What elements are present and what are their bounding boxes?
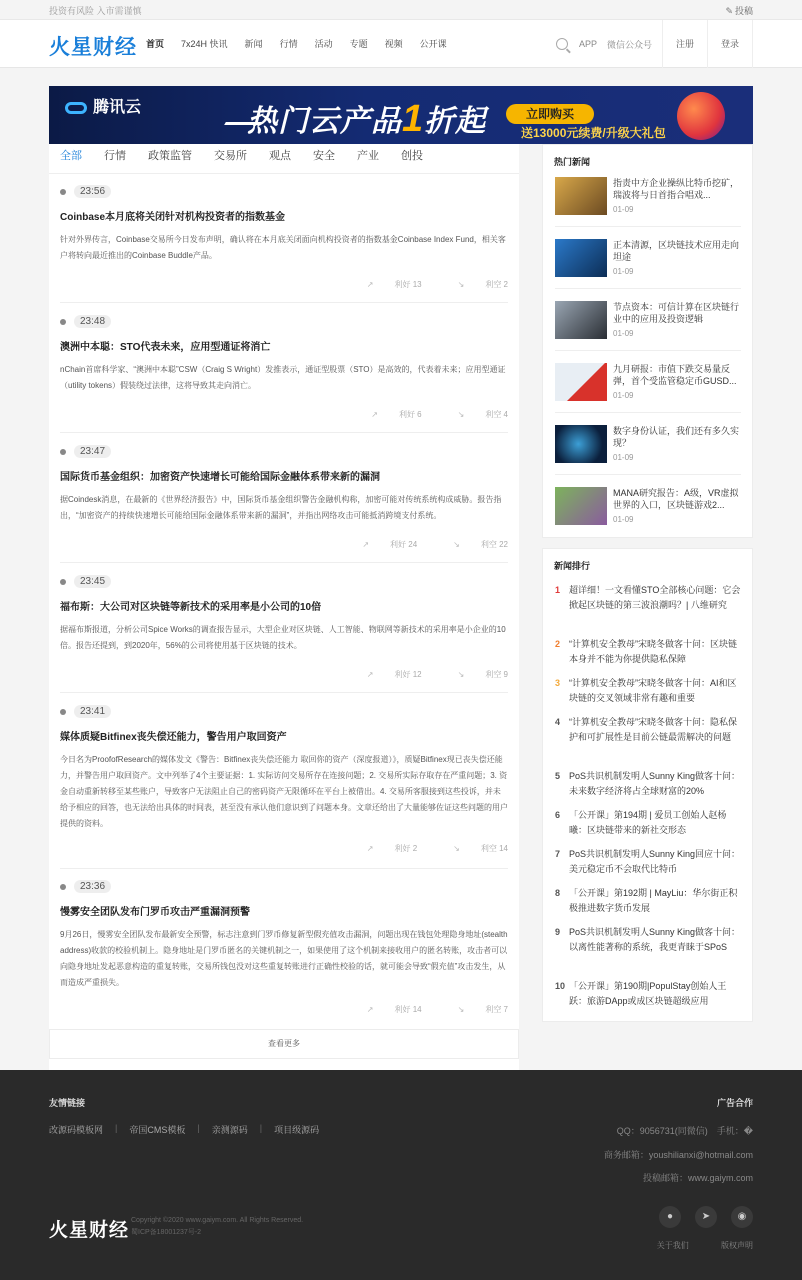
trend-down-icon: ↘ [457, 670, 465, 679]
news-summary: 9月26日，慢雾安全团队发布最新安全预警，标志注意到门罗币修复新型假充值攻击漏洞，问题出现在钱包处理隐身地址(stealth address)收款的校验机制上。隐身地址是门罗币匿名的关键机制之一，如果使用了这个机制来接收用户的匿名转账，攻击者可以向隐身地址发起恶意构造的重复转账，交易所钱包没对这些重复转账进行正确性校验的话，就可能会导致“假充值”攻击发生，从而造成严重损失。 [60, 930, 508, 987]
rank-item[interactable] [555, 925, 741, 955]
hot-news-thumbnail [555, 363, 607, 401]
copyright: Copyright ©2020 www.gaiym.com. All Rights Reserved. 蜀ICP备18001237号-2 [131, 1217, 304, 1236]
category-tabs [49, 144, 519, 174]
rank-title: “计算机安全教母”宋晓冬做客十问：AI和区块链的交叉领域非常有趣和重要 [569, 678, 737, 703]
rank-item[interactable] [555, 583, 741, 613]
rank-title: “计算机安全教母”宋晓冬做客十问：隐私保护和可扩展性是目前公链最需解决的问题 [569, 717, 737, 742]
pen-icon: ✎ [725, 6, 733, 16]
news-title[interactable]: Coinbase本月底将关闭针对机构投资者的指数基金 [60, 212, 286, 223]
trend-up-icon: ↗ [362, 540, 370, 549]
banner-subtext: 送13000元续费/升级大礼包 [521, 126, 666, 140]
trend-up-icon: ↗ [366, 670, 374, 679]
hot-news-item[interactable] [555, 177, 741, 217]
news-time: 23:41 [60, 704, 508, 720]
hot-news-thumbnail [555, 487, 607, 525]
news-votes [331, 669, 508, 680]
divider [60, 562, 508, 563]
trend-down-icon: ↘ [453, 844, 460, 853]
trend-down-icon: ↘ [457, 280, 465, 289]
bearish-button[interactable]: ↘ 利空 4 [457, 410, 508, 419]
news-summary: 今日名为ProofofResearch的媒体发文《警告：Bitfinex丧失偿还能力 取回你的资产（深度报道）》，质疑Bitfinex现已丧失偿还能力，并警告用户取回资产。文中列举了4个主要证据：1. 实际访问交易所存在连接问题；2. 交易所实际存取存在严重问题；3. 资金自动重新转移至某些账户，导致客户无法阻止自己的密码资产无限循环在平台上被借出。4. 交易所客服接到这些投诉，并未给予相应的回答，也无法给出具体的时间表，甚至没有承认他们意识到了问题本身。文章还给出了大量能够佐证这些问题的用户提供的资料。 [60, 755, 508, 828]
contact-qq-phone: QQ：9056731(同微信) 手机：� [616, 1126, 753, 1136]
hot-news-panel [542, 144, 753, 538]
trend-down-icon: ↘ [457, 1005, 465, 1014]
contact-business-email: 商务邮箱：youshilianxi@hotmail.com [603, 1150, 753, 1160]
nav-home[interactable]: 首页 [146, 39, 165, 49]
rank-number: 3 [555, 678, 561, 688]
hot-news-thumbnail [555, 301, 607, 339]
banner-brand: 腾讯云 [65, 94, 141, 117]
app-link[interactable]: APP [578, 39, 597, 49]
ad-banner[interactable] [49, 86, 753, 144]
news-title[interactable]: 澳洲中本聪：STO代表未来，应用型通证将消亡 [60, 342, 271, 353]
bullish-button[interactable]: ↗ 利好 14 [366, 1005, 422, 1014]
news-time: 23:47 [60, 444, 508, 460]
rank-title: PoS共识机制发明人Sunny King做客十问：未来数字经济将占全球财富的20% [569, 771, 741, 796]
tab-venture[interactable]: 创投 [401, 150, 423, 162]
risk-warning: 投资有风险 入市需谨慎 [49, 6, 142, 16]
news-votes [335, 409, 508, 420]
news-time: 23:36 [60, 879, 508, 895]
news-summary: nChain首席科学家、“澳洲中本聪”CSW（Craig S Wright）发推表示，通证型股票（STO）是高效的，代表着未来；应用型通证（utility tokens）假装绕过法律，这将导致其走向消亡。 [60, 365, 506, 390]
about-us-link[interactable]: 关于我们 [656, 1241, 689, 1250]
tab-policy[interactable]: 政策监管 [148, 150, 192, 162]
hot-news-date: 01-09 [613, 515, 634, 524]
header-actions [556, 20, 753, 68]
tab-industry[interactable]: 产业 [357, 150, 379, 162]
hot-news-headline: 节点资本：可信计算在区块链行业中的应用及投资逻辑 [613, 302, 740, 324]
bullish-button[interactable]: ↗ 利好 2 [366, 844, 418, 853]
friend-links: 改源码模板网 | 帝国CMS模板 | 亲测源码 | 项目级源码 [49, 1123, 320, 1135]
hot-news-date: 01-09 [613, 391, 634, 400]
news-votes [326, 539, 508, 550]
friend-link[interactable]: 项目级源码 [274, 1125, 320, 1135]
news-time: 23:48 [60, 314, 508, 330]
news-feed [49, 144, 519, 1070]
news-item [60, 574, 508, 679]
rank-number: 4 [555, 717, 561, 727]
trend-up-icon: ↗ [366, 1005, 374, 1014]
rank-number: 7 [555, 849, 561, 859]
bearish-button[interactable]: ↘ 利空 22 [453, 540, 508, 549]
bearish-button[interactable]: ↘ 利空 2 [457, 280, 508, 289]
login-button[interactable]: 登录 [707, 20, 753, 68]
bearish-button[interactable]: ↘ 利空 9 [457, 670, 508, 679]
wechat-icon[interactable]: ● [659, 1206, 681, 1228]
hot-news-date: 01-09 [613, 205, 634, 214]
hot-news-date: 01-09 [613, 453, 634, 462]
news-summary: 据福布斯报道，分析公司Spice Works的调查报告显示，大型企业对区块链、人工智能、物联网等新技术的采用率是小企业的10倍。报告还提到，到2020年，56%的公司将使用基于区块链的技术。 [60, 625, 506, 650]
contribute-link[interactable]: ✎ 投稿 [725, 6, 753, 16]
news-title[interactable]: 媒体质疑Bitfinex丧失偿还能力，警告用户取回资产 [60, 732, 287, 743]
nav-news[interactable]: 新闻 [244, 39, 263, 49]
bearish-button[interactable]: ↘ 利空 14 [453, 844, 508, 853]
friend-link[interactable]: 改源码模板网 [49, 1125, 104, 1135]
news-summary: 针对外界传言，Coinbase交易所今日发布声明，确认将在本月底关闭面向机构投资者的指数基金Coinbase Index Fund，相关客户将转向最近推出的Coinbase Buddle产品。 [60, 235, 506, 260]
bullish-button[interactable]: ↗ 利好 13 [366, 280, 422, 289]
trend-up-icon: ↗ [366, 280, 374, 289]
rank-item[interactable] [555, 979, 741, 1009]
bullet-icon [60, 884, 66, 890]
rank-item[interactable] [555, 715, 741, 745]
rank-number: 10 [555, 981, 566, 991]
cloud-logo-icon [65, 102, 87, 114]
news-item [60, 184, 508, 289]
bullet-icon [60, 319, 66, 325]
divider [60, 692, 508, 693]
banner-headline: 热门云产品1折起 [247, 98, 487, 140]
search-icon[interactable] [556, 38, 568, 50]
hot-news-thumbnail [555, 239, 607, 277]
rank-title: “计算机安全教母”宋晓冬做客十问：区块链本身并不能为你提供隐私保障 [569, 639, 737, 664]
telegram-icon[interactable]: ➤ [695, 1206, 717, 1228]
wechat-link[interactable]: 微信公众号 [606, 39, 652, 50]
news-votes [331, 1004, 508, 1015]
tab-exchange[interactable]: 交易所 [214, 150, 247, 162]
divider [60, 302, 508, 303]
bullet-icon [60, 189, 66, 195]
news-ranking-title: 新闻排行 [554, 561, 591, 571]
bullish-button[interactable]: ↗ 利好 24 [362, 540, 418, 549]
divider [555, 288, 741, 289]
rank-number: 2 [555, 639, 561, 649]
news-title[interactable]: 福布斯：大公司对区块链等新技术的采用率是小公司的10倍 [60, 602, 322, 613]
nav-video[interactable]: 视频 [384, 39, 403, 49]
hot-news-headline: MANA研究报告：A级，VR虚拟世界的入口，区块链游戏2... [613, 488, 739, 510]
nav-market[interactable]: 行情 [279, 39, 298, 49]
site-logo[interactable]: 火星财经 [49, 36, 137, 59]
hot-news-item[interactable] [555, 301, 741, 341]
social-icons [645, 1206, 753, 1228]
nav-topics[interactable]: 专题 [349, 39, 368, 49]
news-summary: 据Coindesk消息，在最新的《世界经济报告》中，国际货币基金组织警告金融机构称，加密可能对传统系统构成威胁。报告指出，“加密资产的持续快速增长可能给国际金融体系带来新的漏洞”，并指出网络攻击可能抵消跨境支付系统。 [60, 495, 502, 520]
tab-all[interactable]: 全部 [60, 150, 82, 162]
trend-up-icon: ↗ [366, 844, 374, 853]
banner-ball-graphic [677, 92, 725, 140]
tab-security[interactable]: 安全 [313, 150, 335, 162]
bullish-button[interactable]: ↗ 利好 12 [366, 670, 422, 679]
news-time: 23:45 [60, 574, 508, 590]
rank-title: 「公开课」第192期 | MayLiu：华尔街正积极推进数字货币发展 [569, 888, 738, 913]
news-item [60, 879, 508, 1014]
rank-number: 1 [555, 585, 561, 595]
hot-news-headline: 九月研报：市值下跌交易量反弹，首个受监管稳定币GUSD... [613, 364, 737, 386]
top-strip [0, 0, 802, 20]
divider [555, 474, 741, 475]
footer-bottom-links [627, 1240, 753, 1251]
rank-number: 6 [555, 810, 561, 820]
rank-title: PoS共识机制发明人Sunny King做客十问：以离性能著称的系统，我更青睐于SPoS [569, 927, 741, 952]
news-title[interactable]: 慢雾安全团队发布门罗币攻击严重漏洞预警 [60, 907, 250, 918]
rank-title: 「公开课」第190期|PopulStay创始人王跃：旅游DApp或成区块链超级应用 [569, 981, 727, 1006]
hot-news-item[interactable] [555, 363, 741, 403]
bullish-button[interactable]: ↗ 利好 6 [371, 410, 422, 419]
rank-item[interactable] [555, 637, 741, 667]
footer-logo[interactable]: 火星财经 [49, 1220, 130, 1241]
main-nav [146, 20, 464, 68]
friend-links-title: 友情链接 [49, 1098, 86, 1108]
friend-link[interactable]: 帝国CMS模板 [129, 1125, 186, 1135]
trend-down-icon: ↘ [453, 540, 460, 549]
rank-item[interactable] [555, 676, 741, 706]
contact-submission-email: 投稿邮箱：www.gaiym.com [642, 1173, 753, 1183]
bearish-button[interactable]: ↘ 利空 7 [457, 1005, 508, 1014]
hot-news-item[interactable] [555, 487, 741, 527]
hot-news-headline: 指责中方企业操纵比特币挖矿，瑞波将与日首指合唱戏... [613, 178, 740, 200]
rank-item[interactable] [555, 808, 741, 838]
hot-news-date: 01-09 [613, 329, 634, 338]
nav-flash[interactable]: 7x24H 快讯 [181, 39, 228, 49]
news-item [60, 444, 508, 549]
banner-buy-button[interactable]: 立即购买 [506, 104, 594, 124]
news-ranking-panel [542, 548, 753, 1022]
divider [60, 868, 508, 869]
divider [555, 350, 741, 351]
hot-news-item[interactable] [555, 425, 741, 465]
weibo-icon[interactable]: ◉ [731, 1206, 753, 1228]
bullet-icon [60, 709, 66, 715]
bullet-icon [60, 449, 66, 455]
trend-down-icon: ↘ [457, 410, 465, 419]
site-footer [0, 1070, 802, 1280]
register-button[interactable]: 注册 [662, 20, 707, 68]
divider [60, 432, 508, 433]
ad-cooperation-title: 广告合作 [716, 1098, 753, 1108]
tab-opinion[interactable]: 观点 [269, 150, 291, 162]
news-time: 23:56 [60, 184, 508, 200]
news-votes [331, 279, 508, 290]
divider [555, 226, 741, 227]
hot-news-headline: 正本清源，区块链技术应用走向坦途 [613, 240, 740, 262]
hot-news-item[interactable] [555, 239, 741, 279]
hot-news-date: 01-09 [613, 267, 634, 276]
hot-news-thumbnail [555, 177, 607, 215]
rank-number: 8 [555, 888, 561, 898]
rank-title: 超详细！一文看懂STO全部核心问题：它会掀起区块链的第三波浪潮吗？| 八维研究 [569, 585, 741, 610]
load-more-button[interactable]: 查看更多 [49, 1029, 519, 1059]
rank-number: 5 [555, 771, 561, 781]
bullet-icon [60, 579, 66, 585]
rank-title: PoS共识机制发明人Sunny King回应十问：美元稳定币不会取代比特币 [569, 849, 741, 874]
rank-item[interactable] [555, 886, 741, 916]
nav-events[interactable]: 活动 [314, 39, 333, 49]
hot-news-thumbnail [555, 425, 607, 463]
legal-link[interactable]: 版权声明 [721, 1241, 753, 1250]
news-votes [331, 843, 508, 854]
nav-open-class[interactable]: 公开课 [419, 39, 447, 49]
news-item [60, 704, 508, 853]
hot-news-headline: 数字身份认证，我们还有多久实现？ [613, 426, 740, 448]
hot-news-title: 热门新闻 [554, 157, 591, 167]
divider [555, 412, 741, 413]
friend-link[interactable]: 亲测源码 [211, 1125, 248, 1135]
trend-up-icon: ↗ [371, 410, 378, 419]
news-title[interactable]: 国际货币基金组织：加密资产快速增长可能给国际金融体系带来新的漏洞 [60, 472, 380, 483]
rank-item[interactable] [555, 769, 741, 799]
news-item [60, 314, 508, 419]
tab-market[interactable]: 行情 [104, 150, 126, 162]
rank-number: 9 [555, 927, 561, 937]
rank-item[interactable] [555, 847, 741, 877]
site-header [0, 20, 802, 68]
rank-title: 「公开课」第194期 | 爱员工创始人赵杨曦：区块链带来的新社交形态 [569, 810, 727, 835]
